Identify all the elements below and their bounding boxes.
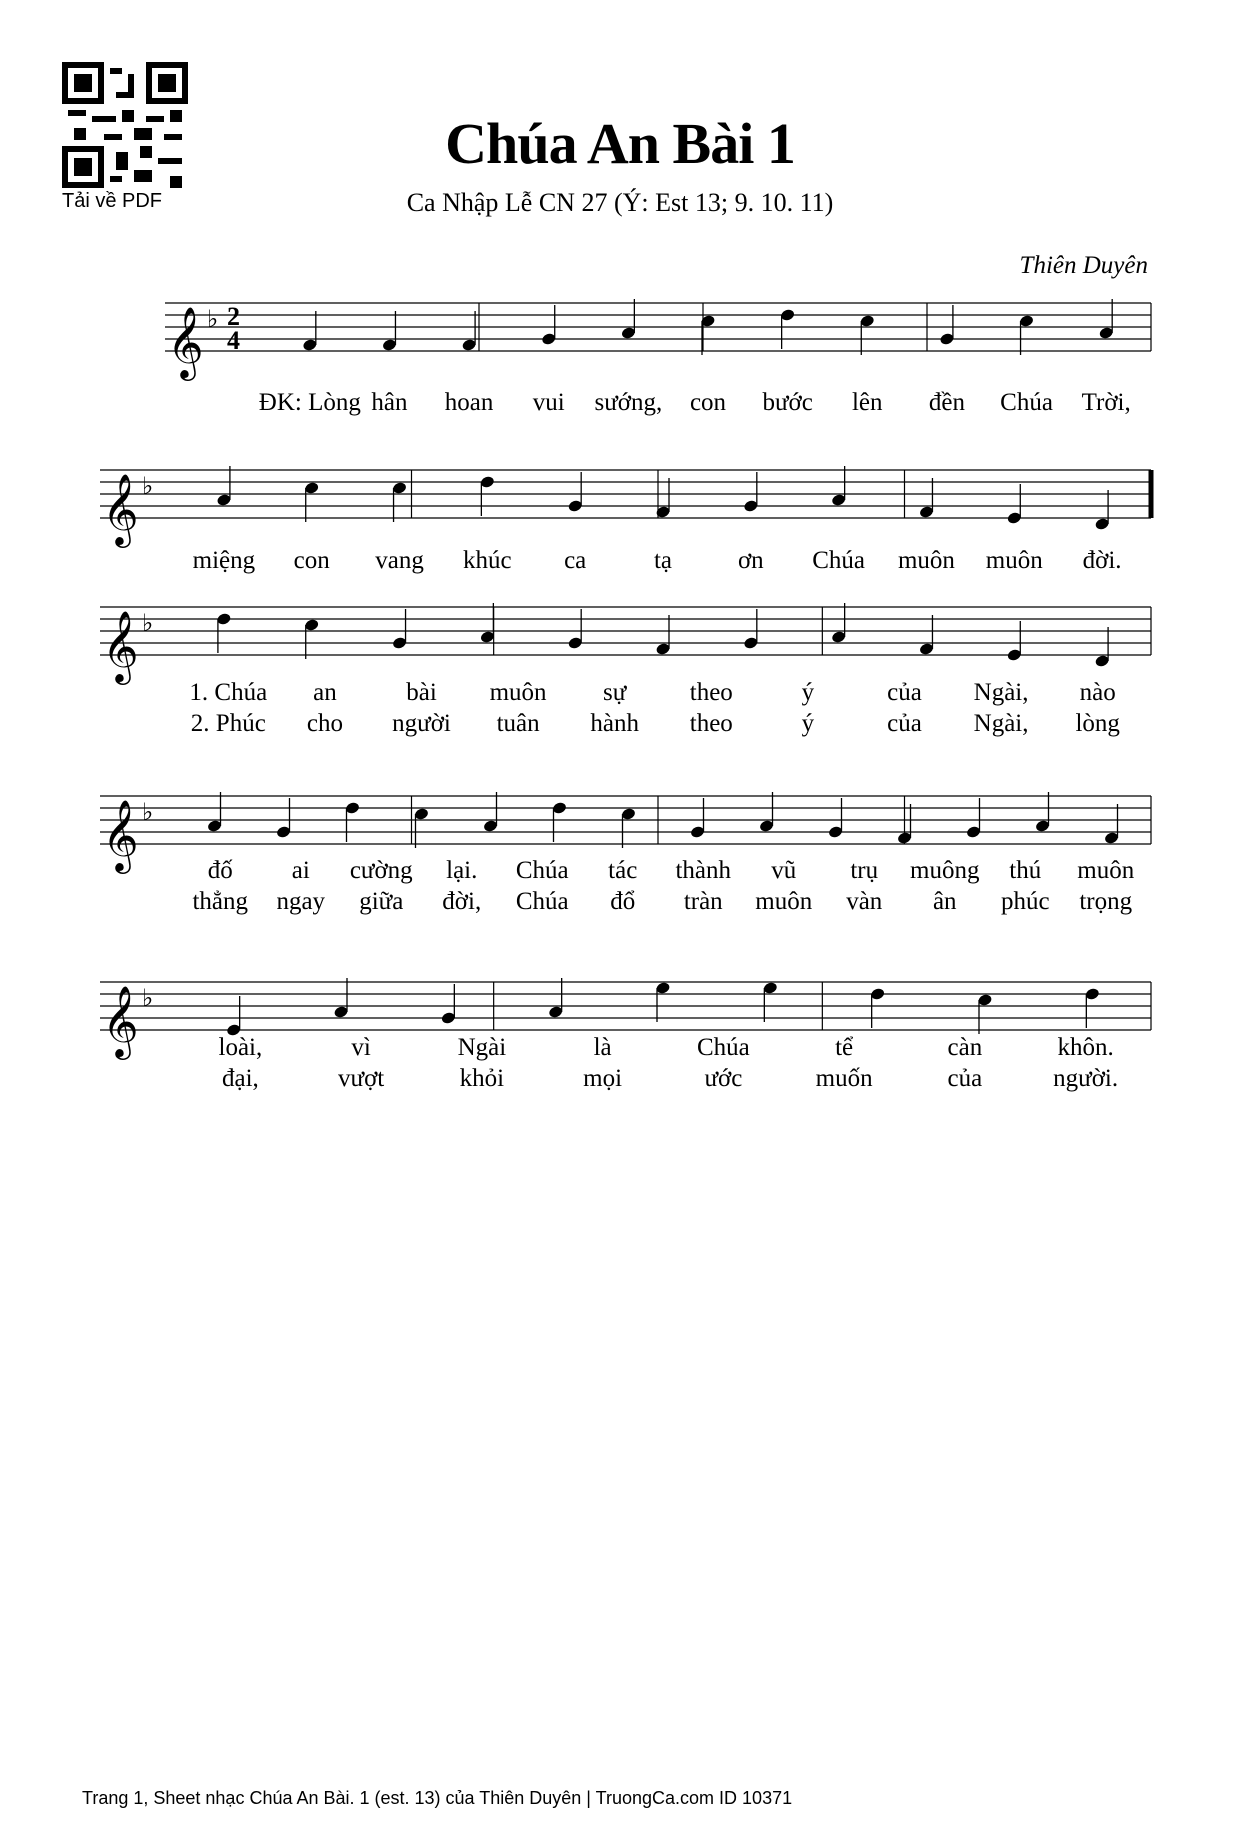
lyric-syllable: miệng — [192, 547, 256, 574]
lyric-syllable: càn — [947, 1034, 983, 1061]
lyric-syllable: người — [392, 710, 451, 737]
lyric-syllable: ai — [291, 857, 310, 884]
lyric-syllable: vũ — [771, 857, 797, 884]
lyric-syllable: cường — [349, 857, 413, 884]
lyric-syllable: ý — [801, 710, 815, 737]
flat-key-signature-icon: ♭ — [142, 984, 154, 1012]
lyric-syllable: Chúa — [812, 547, 866, 574]
lyric-syllable: muông — [910, 857, 980, 884]
lyric-syllable: ý — [801, 679, 815, 706]
lyric-syllable: vượt — [338, 1065, 385, 1092]
lyric-syllable: tràn — [683, 888, 723, 915]
lyric-syllable: thành — [675, 857, 732, 884]
lyric-syllable: đổ — [610, 888, 636, 915]
lyric-syllable: Ngài, — [973, 679, 1029, 706]
time-signature-top: 2 — [227, 302, 240, 331]
lyric-syllable: ĐK: Lòng — [258, 389, 361, 416]
lyric-syllable: tạ — [653, 547, 673, 574]
lyric-syllable: ca — [564, 547, 587, 574]
page-footer: Trang 1, Sheet nhạc Chúa An Bài. 1 (est. 13) của Thiên Duyên | TruongCa.com ID 10371 — [82, 1788, 793, 1808]
lyric-syllable: muôn — [1077, 857, 1135, 884]
lyric-syllable: trụ — [850, 857, 879, 884]
treble-clef-icon: 𝄞 — [102, 798, 139, 871]
lyric-syllable: thẳng — [192, 888, 249, 915]
lyric-syllable: hoan — [444, 389, 494, 416]
lyric-syllable: hân — [371, 389, 408, 416]
lyric-syllable: con — [689, 389, 727, 416]
lyric-syllable: bước — [762, 389, 813, 416]
lyric-syllable: lên — [851, 389, 883, 416]
lyric-syllable: Chúa — [1000, 389, 1053, 416]
lyric-syllable: lại. — [446, 857, 478, 884]
lyric-syllable: tuân — [496, 710, 540, 737]
lyric-syllable: sướng, — [594, 389, 663, 416]
lyric-syllable: Trời, — [1081, 389, 1131, 416]
lyric-syllable: Chúa — [515, 888, 569, 915]
lyric-syllable: muôn — [755, 888, 813, 915]
lyric-syllable: là — [593, 1034, 612, 1061]
lyric-syllable: theo — [689, 679, 733, 706]
lyric-syllable: muôn — [489, 679, 547, 706]
lyric-syllable: cho — [306, 710, 343, 737]
lyric-syllable: Chúa — [696, 1034, 750, 1061]
lyric-syllable: Ngài — [457, 1034, 507, 1061]
lyric-syllable: loài, — [218, 1034, 263, 1061]
lyric-syllable: đố — [207, 857, 233, 884]
flat-key-signature-icon: ♭ — [142, 798, 154, 826]
lyric-syllable: vì — [351, 1034, 371, 1061]
download-pdf-link[interactable]: Tải về PDF — [62, 190, 163, 212]
lyric-syllable: đại, — [221, 1065, 259, 1092]
treble-clef-icon: 𝄞 — [102, 984, 139, 1057]
composer: Thiên Duyên — [1019, 252, 1148, 279]
lyric-syllable: con — [293, 547, 330, 574]
lyric-syllable: muôn — [985, 547, 1043, 574]
lyric-syllable: 1. Chúa — [189, 679, 268, 706]
lyric-syllable: nào — [1079, 679, 1116, 706]
lyric-syllable: mọi — [583, 1065, 623, 1092]
lyric-syllable: vang — [375, 547, 424, 574]
lyric-syllable: của — [887, 710, 922, 737]
lyric-syllable: ơn — [737, 547, 764, 574]
lyric-syllable: tác — [608, 857, 638, 884]
lyric-syllable: lòng — [1075, 710, 1120, 737]
lyric-syllable: trọng — [1079, 888, 1133, 915]
lyric-syllable: khôn. — [1057, 1034, 1114, 1061]
lyric-syllable: hành — [590, 710, 640, 737]
lyric-syllable: của — [887, 679, 922, 706]
time-signature-bottom: 4 — [227, 326, 240, 355]
lyric-syllable: vui — [532, 389, 565, 416]
lyric-syllable: đền — [928, 389, 965, 416]
lyric-syllable: người. — [1053, 1065, 1119, 1092]
lyric-syllable: ước — [704, 1065, 743, 1092]
lyric-syllable: ngay — [276, 888, 326, 915]
lyric-syllable: Chúa — [515, 857, 569, 884]
lyric-syllable: vàn — [846, 888, 883, 915]
lyric-syllable: sự — [603, 679, 627, 706]
lyric-syllable: đời. — [1082, 547, 1122, 574]
flat-key-signature-icon: ♭ — [142, 609, 154, 637]
treble-clef-icon: 𝄞 — [102, 472, 139, 545]
lyric-syllable: phúc — [1000, 888, 1050, 915]
lyric-syllable: giữa — [359, 888, 404, 915]
lyric-syllable: thú — [1009, 857, 1042, 884]
lyric-syllable: ân — [932, 888, 957, 915]
lyric-syllable: tể — [835, 1034, 854, 1061]
lyric-syllable: của — [947, 1065, 983, 1092]
lyric-syllable: theo — [689, 710, 733, 737]
flat-key-signature-icon: ♭ — [207, 305, 219, 333]
lyric-syllable: đời, — [442, 888, 482, 915]
song-subtitle: Ca Nhập Lễ CN 27 (Ý: Est 13; 9. 10. 11) — [406, 188, 834, 217]
lyric-syllable: bài — [406, 679, 437, 706]
lyric-syllable: an — [313, 679, 337, 706]
flat-key-signature-icon: ♭ — [142, 472, 154, 500]
lyric-syllable: 2. Phúc — [190, 710, 266, 737]
song-title: Chúa An Bài 1 — [445, 111, 795, 176]
lyric-syllable: khúc — [463, 547, 512, 574]
lyric-syllable: Ngài, — [973, 710, 1029, 737]
lyric-syllable: khỏi — [459, 1065, 505, 1092]
lyric-syllable: muốn — [815, 1065, 873, 1092]
lyric-syllable: muôn — [897, 547, 955, 574]
treble-clef-icon: 𝄞 — [167, 305, 204, 378]
treble-clef-icon: 𝄞 — [102, 609, 139, 682]
